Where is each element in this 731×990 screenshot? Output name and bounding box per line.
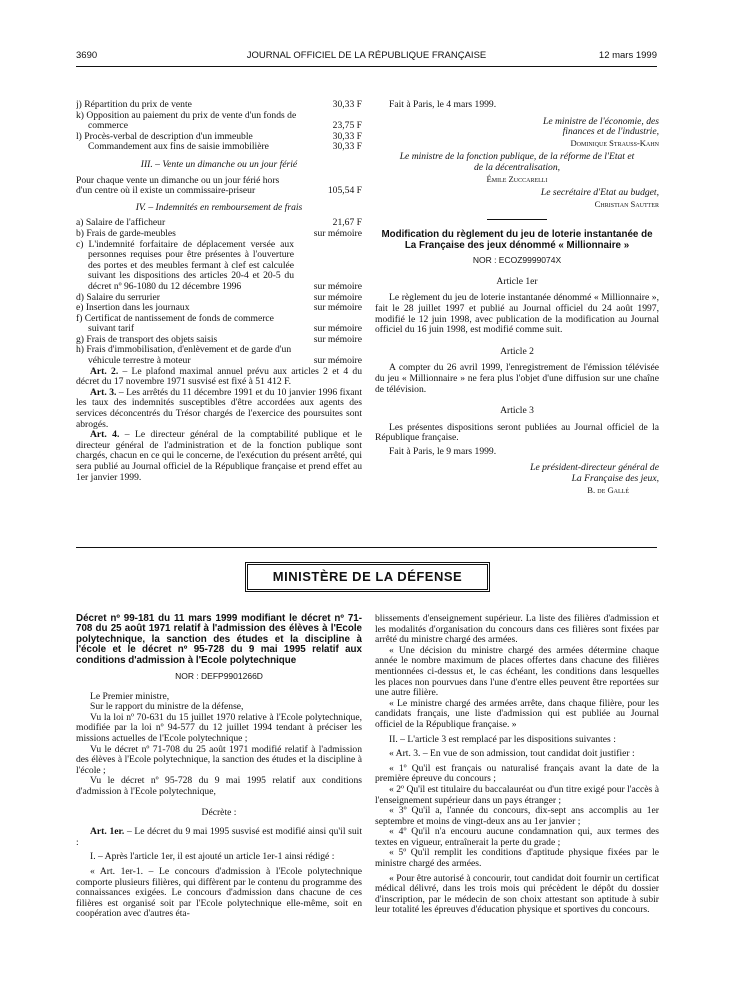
tariff-row: g) Frais de transport des objets saisis sur mémoire: [76, 333, 362, 345]
left-bottom-column: [76, 614, 362, 920]
header-rule: [76, 66, 657, 67]
ministry-banner: MINISTÈRE DE LA DÉFENSE: [245, 562, 490, 592]
decrete: Décrète :: [201, 806, 237, 818]
signatory-role: Le ministre de la fonction publique, de la réforme de l'Etat et de la décentralisation,: [399, 151, 635, 173]
article-text: A compter du 26 avril 1999, l'enregistrement de l'émission télévisée du jeu « Millionnaire » ne fera plus l'objet d'une diffusion sur une chaîne de télévision.: [375, 362, 659, 395]
article-3: Art. 3. – Les arrêtés du 11 décembre 1991 et du 10 janvier 1996 fixant les taux des indemnités susceptibles d'être accordées aux agents des services déconcentrés du Trésor chargés de l'exercice des poursuites sont abrogés.: [76, 386, 362, 430]
tariff-row: j) Répartition du prix de vente 30,33 F: [76, 99, 362, 110]
signatory-name: Émile Zuccarelli: [486, 173, 548, 184]
article-heading: Article 2: [500, 345, 534, 357]
nor-reference: NOR : ECOZ9999074X: [472, 255, 562, 266]
paragraph: II. – L'article 3 est remplacé par les dispositions suivantes :: [389, 733, 616, 745]
page-header: [76, 51, 657, 64]
paragraph: « 4º Qu'il n'a encouru aucune condamnation qui, aux termes des textes en vigueur, entraînerait la perte du grade ;: [375, 826, 659, 848]
paragraph: I. – Après l'article 1er, il est ajouté un article 1er-1 ainsi rédigé :: [90, 851, 335, 863]
article-2: Art. 2. – Le plafond maximal annuel prévu aux articles 2 et 4 du décret du 17 novembre 1971 susvisé est fixé à 51 412 F.: [76, 365, 362, 388]
paragraph: « 2º Qu'il est titulaire du baccalauréat ou d'un titre exigé pour l'accès à l'enseignement supérieur dans un pays étranger ;: [375, 783, 659, 806]
paragraph: Sur le rapport du ministre de la défense,: [90, 701, 244, 713]
signatory-role: Le président-directeur général de La Française des jeux,: [530, 462, 659, 485]
paragraph: Vu le décret nº 95-728 du 9 mai 1995 relatif aux conditions d'admission à l'Ecole polytechnique,: [76, 775, 362, 797]
tariff-row: Commandement aux fins de saisie immobilière 30,33 F: [88, 141, 362, 153]
decree-title: Décret nº 99-181 du 11 mars 1999 modifiant le décret nº 71-708 du 25 août 1971 relatif à l'admission des élèves à l'Ecole polytechnique, la sanction des études et la discipline à l'école et le décret nº 95-728 du 9 mai 1995 relatif aux conditions d'admission à l'Ecole polytechnique: [76, 613, 362, 666]
paragraph: Le Premier ministre,: [90, 690, 170, 702]
section-heading: IV. – Indemnités en remboursement de frais: [135, 201, 303, 213]
tariff-row: k) Opposition au paiement du prix de vente d'un fonds de commerce 23,75 F: [76, 109, 362, 132]
paragraph: Vu le décret nº 71-708 du 25 août 1971 modifié relatif à l'admission des élèves à l'Ecole polytechnique, la sanction des études et la discipline à l'école ;: [76, 743, 362, 776]
paragraph: blissements d'enseignement supérieur. La liste des filières d'admission et les modalités d'organisation du concours dans ces filières sont fixées par arrêté du ministre chargé des armées.: [375, 613, 659, 646]
paragraph: « 1º Qu'il est français ou naturalisé français avant la date de la première épreuve du concours ;: [375, 762, 659, 785]
paragraph: « Art. 3. – En vue de son admission, tout candidat doit justifier :: [389, 748, 635, 760]
tariff-row: c) L'indemnité forfaitaire de déplacement versée aux personnes requises pour être présentes à l'ouverture des portes et des meubles fermant à clef est calculée suivant les dispositions des articles 20-4 et 20-5 du décret nº 96-1080 du 12 décembre 1996 sur mémoire: [76, 238, 362, 292]
tariff-row: b) Frais de garde-meubles sur mémoire: [76, 227, 362, 239]
paragraph: « Art. 1er-1. – Le concours d'admission à l'Ecole polytechnique comporte plusieurs filières, qui diffèrent par le contenu du programme des connaissances exigées. Le concours d'admission dans chacune de ces filières est organisé soit par l'Ecole polytechnique elle-même, soit en coopération avec d'autres éta-: [76, 865, 362, 920]
left-top-column: [76, 100, 362, 483]
article-text: Le règlement du jeu de loterie instantanée dénommé « Millionnaire », fait le 28 juillet 1997 et publié au Journal officiel du 24 août 1997, modifié le 12 juin 1998, avec publication de la modification au Journal officiel du 16 juin 1998, est modifié comme suit.: [375, 292, 659, 336]
paragraph: « 3º Qu'il a, l'année du concours, dix-sept ans accomplis au 1er septembre et moins de vingt-deux ans au 1er janvier ;: [375, 805, 659, 827]
article-heading: Article 1er: [496, 275, 538, 287]
tariff-row: e) Insertion dans les journaux sur mémoire: [76, 302, 362, 314]
signatory-name: B. de Gallé: [587, 484, 629, 495]
tariff-row: a) Salaire de l'afficheur 21,67 F: [76, 217, 362, 229]
right-bottom-column: [375, 614, 659, 916]
nor-reference: NOR : DEFP9901266D: [175, 671, 263, 682]
section-rule: [76, 547, 657, 548]
paragraph: « Une décision du ministre chargé des armées détermine chaque année le nombre maximum de places offertes dans chacune des filières mentionnées ci-dessus et, le cas échéant, les conditions dans lesquelles les places non pourvues dans l'une d'entre elles peuvent être reportées sur une autre filière.: [375, 644, 659, 699]
paragraph: « Le ministre chargé des armées arrête, dans chaque filière, pour les candidats français, une liste d'admission qui est publiée au Journal officiel de la République française. »: [375, 697, 659, 730]
done-at: Fait à Paris, le 4 mars 1999.: [389, 99, 497, 110]
done-at: Fait à Paris, le 9 mars 1999.: [389, 445, 497, 457]
decree-title: Modification du règlement du jeu de loterie instantanée de La Française des jeux dénommé « Millionnaire »: [381, 229, 653, 251]
tariff-row: Pour chaque vente un dimanche ou un jour férié hors d'un centre où il existe un commissaire-priseur 105,54 F: [76, 174, 362, 197]
section-heading: III. – Vente un dimanche ou un jour férié: [140, 158, 298, 170]
article-text: Les présentes dispositions seront publiées au Journal officiel de la République française.: [375, 421, 659, 444]
tariff-row: f) Certificat de nantissement de fonds de commerce suivant tarif sur mémoire: [76, 312, 362, 335]
signatory-name: Christian Sautter: [594, 198, 659, 209]
page-number: 3690: [76, 50, 98, 61]
separator: [487, 219, 547, 220]
article-4: Art. 4. – Le directeur général de la comptabilité publique et le directeur général de l'administration et de la fonction publique sont chargés, chacun en ce qui le concerne, de l'exécution du présent arrêté, qui sera publié au Journal officiel de la République française et prend effet au 1er janvier 1999.: [76, 429, 363, 483]
signatory-name: Dominique Strauss-Kahn: [570, 137, 659, 148]
tariff-row: h) Frais d'immobilisation, d'enlèvement et de garde d'un véhicule terrestre à moteur sur mémoire: [76, 344, 362, 367]
right-top-column: [375, 100, 659, 495]
signatory-role: Le secrétaire d'Etat au budget,: [540, 187, 659, 199]
article-1: Art. 1er. – Le décret du 9 mai 1995 susvisé est modifié ainsi qu'il suit :: [76, 826, 363, 848]
journal-title: JOURNAL OFFICIEL DE LA RÉPUBLIQUE FRANÇAISE: [246, 50, 487, 61]
signatory-role: Le ministre de l'économie, des finances et de l'industrie,: [543, 115, 659, 138]
tariff-row: l) Procès-verbal de description d'un immeuble 30,33 F: [76, 130, 362, 142]
article-heading: Article 3: [500, 405, 534, 417]
paragraph: Vu la loi nº 70-631 du 15 juillet 1970 relative à l'Ecole polytechnique, modifiée par la loi nº 94-577 du 12 juillet 1994 tendant à préciser les missions actuelles de l'Ecole polytechnique ;: [76, 711, 362, 744]
issue-date: 12 mars 1999: [598, 50, 657, 61]
paragraph: « 5º Qu'il remplit les conditions d'aptitude physique fixées par le ministre chargé des armées.: [375, 847, 659, 870]
tariff-row: d) Salaire du serrurier sur mémoire: [76, 291, 362, 303]
paragraph: « Pour être autorisé à concourir, tout candidat doit fournir un certificat médical délivré, dans les trois mois qui précèdent le dépôt du dossier d'inscription, par le médecin de son choix attestant son aptitude à subir leur totalité les épreuves d'éducation physique et sportives du concours.: [375, 872, 659, 916]
